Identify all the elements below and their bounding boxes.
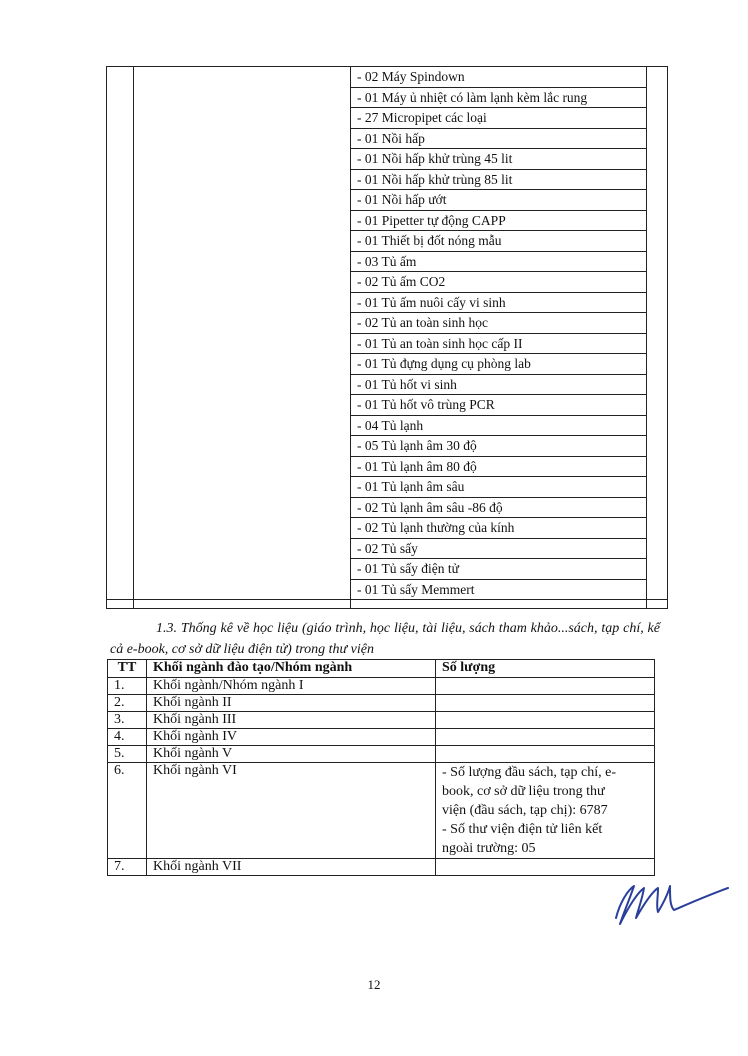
empty-cell <box>107 87 134 108</box>
handwritten-signature <box>606 872 732 930</box>
empty-cell <box>134 415 351 436</box>
table-row <box>107 87 668 108</box>
empty-cell <box>134 67 351 88</box>
empty-cell <box>351 600 647 609</box>
empty-cell <box>647 169 668 190</box>
empty-cell <box>107 149 134 170</box>
empty-cell <box>647 128 668 149</box>
quantity-line: - Số thư viện điện tử liên kết <box>442 822 603 837</box>
empty-cell <box>107 292 134 313</box>
empty-cell <box>134 231 351 252</box>
training-group: Khối ngành VII <box>147 859 436 876</box>
table-row <box>107 313 668 334</box>
table-row <box>108 695 655 712</box>
empty-cell <box>107 497 134 518</box>
equipment-item: - 01 Nồi hấp khử trùng 85 lit <box>351 169 647 190</box>
empty-cell <box>647 497 668 518</box>
equipment-item: - 02 Tủ ấm CO2 <box>351 272 647 293</box>
empty-cell <box>107 518 134 539</box>
page-number: 12 <box>367 977 381 992</box>
empty-cell <box>134 395 351 416</box>
empty-cell <box>647 456 668 477</box>
empty-cell <box>107 313 134 334</box>
empty-cell <box>134 87 351 108</box>
equipment-item: - 01 Tủ hốt vi sinh <box>351 374 647 395</box>
empty-cell <box>134 436 351 457</box>
empty-cell <box>647 518 668 539</box>
empty-cell <box>134 149 351 170</box>
quantity-cell <box>436 695 655 712</box>
empty-cell <box>107 190 134 211</box>
empty-cell <box>134 313 351 334</box>
equipment-item: - 02 Tủ lạnh thường của kính <box>351 518 647 539</box>
empty-cell <box>107 354 134 375</box>
equipment-item: - 01 Pipetter tự động CAPP <box>351 210 647 231</box>
table-row <box>107 169 668 190</box>
empty-cell <box>134 374 351 395</box>
table-row <box>107 128 668 149</box>
table-row <box>107 333 668 354</box>
empty-cell <box>647 600 668 609</box>
quantity-line: viện (đầu sách, tạp chị): 6787 <box>442 803 608 818</box>
empty-cell <box>107 456 134 477</box>
quantity-line: - Số lượng đầu sách, tạp chí, e- <box>442 765 617 780</box>
table-row <box>107 559 668 580</box>
empty-cell <box>134 210 351 231</box>
equipment-item: - 01 Nồi hấp ướt <box>351 190 647 211</box>
empty-cell <box>647 579 668 600</box>
row-number: 7. <box>108 859 147 876</box>
table-header-row <box>108 660 655 678</box>
empty-cell <box>134 354 351 375</box>
table-row <box>107 518 668 539</box>
equipment-item: - 05 Tủ lạnh âm 30 độ <box>351 436 647 457</box>
training-group: Khối ngành VI <box>147 763 436 859</box>
row-number: 5. <box>108 746 147 763</box>
table-row <box>107 415 668 436</box>
empty-cell <box>647 415 668 436</box>
equipment-item: - 01 Máy ủ nhiệt có làm lạnh kèm lắc rung <box>351 87 647 108</box>
equipment-item: - 02 Tủ lạnh âm sâu -86 độ <box>351 497 647 518</box>
equipment-item: - 01 Thiết bị đốt nóng mẫu <box>351 231 647 252</box>
table-row <box>107 456 668 477</box>
empty-cell <box>107 538 134 559</box>
empty-cell <box>107 210 134 231</box>
equipment-item: - 01 Tủ sấy Memmert <box>351 579 647 600</box>
empty-cell <box>107 600 134 609</box>
table-row <box>108 678 655 695</box>
empty-cell <box>647 67 668 88</box>
empty-cell <box>647 149 668 170</box>
equipment-item: - 02 Tủ sấy <box>351 538 647 559</box>
equipment-item: - 01 Nồi hấp khử trùng 45 lit <box>351 149 647 170</box>
empty-cell <box>107 559 134 580</box>
equipment-item: - 01 Tủ hốt vô trùng PCR <box>351 395 647 416</box>
equipment-table <box>106 66 668 609</box>
empty-cell <box>107 67 134 88</box>
empty-cell <box>107 272 134 293</box>
table-row <box>107 272 668 293</box>
row-number: 2. <box>108 695 147 712</box>
equipment-item: - 04 Tủ lạnh <box>351 415 647 436</box>
empty-cell <box>647 87 668 108</box>
empty-cell <box>107 477 134 498</box>
empty-cell <box>134 190 351 211</box>
table-row <box>107 477 668 498</box>
training-group: Khối ngành IV <box>147 729 436 746</box>
table-row <box>107 292 668 313</box>
empty-cell <box>647 272 668 293</box>
empty-cell <box>134 600 351 609</box>
header-tt: TT <box>108 660 147 678</box>
empty-cell <box>107 108 134 129</box>
empty-cell <box>647 436 668 457</box>
table-row <box>107 251 668 272</box>
training-group: Khối ngành/Nhóm ngành I <box>147 678 436 695</box>
equipment-item: - 01 Tủ đựng dụng cụ phòng lab <box>351 354 647 375</box>
table-row <box>107 210 668 231</box>
table-row <box>107 108 668 129</box>
quantity-cell <box>436 712 655 729</box>
empty-cell <box>107 579 134 600</box>
training-group: Khối ngành II <box>147 695 436 712</box>
empty-cell <box>134 333 351 354</box>
empty-cell <box>107 169 134 190</box>
equipment-item: - 03 Tủ ấm <box>351 251 647 272</box>
table-row <box>108 746 655 763</box>
empty-cell <box>107 128 134 149</box>
quantity-cell <box>436 678 655 695</box>
empty-cell <box>647 251 668 272</box>
header-training-group: Khối ngành đào tạo/Nhóm ngành <box>147 660 436 678</box>
row-number: 3. <box>108 712 147 729</box>
quantity-line: book, cơ sở dữ liệu trong thư <box>442 784 605 799</box>
empty-cell <box>647 538 668 559</box>
section-heading: 1.3. Thống kê về học liệu (giáo trình, học liệu, tài liệu, sách tham khảo...sách, tạp chí, kể cả e-book, cơ sở dữ liệu điện tử) trong thư viện <box>110 621 660 657</box>
empty-cell <box>134 538 351 559</box>
table-row <box>107 395 668 416</box>
equipment-item: - 01 Tủ lạnh âm 80 độ <box>351 456 647 477</box>
empty-cell <box>647 190 668 211</box>
empty-cell <box>134 108 351 129</box>
quantity-cell <box>436 763 655 859</box>
empty-cell <box>134 477 351 498</box>
table-row <box>108 763 655 859</box>
table-row <box>108 859 655 876</box>
empty-cell <box>134 292 351 313</box>
equipment-item: - 01 Nồi hấp <box>351 128 647 149</box>
empty-cell <box>647 210 668 231</box>
row-number: 6. <box>108 763 147 859</box>
table-row <box>107 231 668 252</box>
empty-cell <box>647 477 668 498</box>
empty-cell <box>134 518 351 539</box>
empty-cell <box>134 128 351 149</box>
empty-cell <box>107 415 134 436</box>
empty-cell <box>647 374 668 395</box>
quantity-cell <box>436 746 655 763</box>
empty-cell <box>134 497 351 518</box>
library-resources-table <box>107 659 655 876</box>
training-group: Khối ngành III <box>147 712 436 729</box>
empty-cell <box>647 292 668 313</box>
table-row <box>107 538 668 559</box>
equipment-item: - 01 Tủ sấy điện tử <box>351 559 647 580</box>
empty-cell <box>134 169 351 190</box>
equipment-item: - 01 Tủ lạnh âm sâu <box>351 477 647 498</box>
row-number: 1. <box>108 678 147 695</box>
empty-cell <box>647 108 668 129</box>
table-row <box>107 67 668 88</box>
empty-cell <box>647 231 668 252</box>
table-row <box>107 374 668 395</box>
equipment-item: - 27 Micropipet các loại <box>351 108 647 129</box>
training-group: Khối ngành V <box>147 746 436 763</box>
empty-cell <box>134 579 351 600</box>
table-row <box>107 354 668 375</box>
empty-cell <box>107 251 134 272</box>
table-row <box>107 149 668 170</box>
table-row <box>107 579 668 600</box>
equipment-item: - 02 Tủ an toàn sinh học <box>351 313 647 334</box>
equipment-item: - 01 Tủ ấm nuôi cấy vi sinh <box>351 292 647 313</box>
empty-cell <box>107 395 134 416</box>
empty-cell <box>134 456 351 477</box>
empty-cell <box>647 313 668 334</box>
quantity-line: ngoài trường: 05 <box>442 841 536 856</box>
table-row <box>107 600 668 609</box>
empty-cell <box>107 436 134 457</box>
equipment-item: - 02 Máy Spindown <box>351 67 647 88</box>
header-quantity: Số lượng <box>436 660 655 678</box>
row-number: 4. <box>108 729 147 746</box>
empty-cell <box>134 251 351 272</box>
table-row <box>107 190 668 211</box>
empty-cell <box>647 559 668 580</box>
quantity-cell <box>436 729 655 746</box>
table-row <box>108 712 655 729</box>
empty-cell <box>647 354 668 375</box>
empty-cell <box>134 272 351 293</box>
empty-cell <box>107 333 134 354</box>
empty-cell <box>647 395 668 416</box>
empty-cell <box>134 559 351 580</box>
empty-cell <box>647 333 668 354</box>
empty-cell <box>107 231 134 252</box>
table-row <box>108 729 655 746</box>
empty-cell <box>107 374 134 395</box>
table-row <box>107 436 668 457</box>
table-row <box>107 497 668 518</box>
equipment-item: - 01 Tủ an toàn sinh học cấp II <box>351 333 647 354</box>
